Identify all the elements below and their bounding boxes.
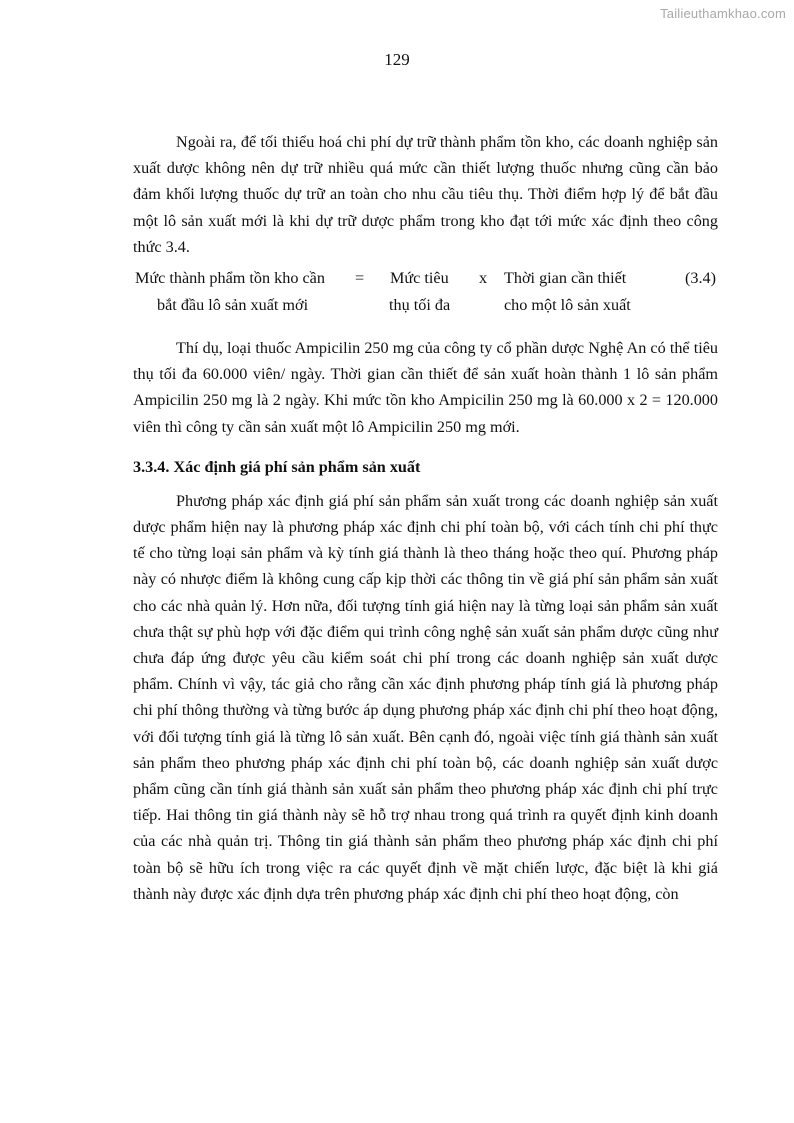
formula-term1-line1: Mức tiêu: [390, 269, 449, 288]
formula-lhs-line1: Mức thành phẩm tồn kho cần: [135, 269, 325, 288]
formula-term1-line2: thụ tối đa: [389, 296, 451, 315]
formula-times: x: [479, 269, 488, 288]
watermark-text: Tailieuthamkhao.com: [660, 6, 786, 21]
formula-term2-line2: cho một lô sản xuất: [504, 296, 631, 315]
formula-label: (3.4): [685, 269, 717, 288]
paragraph-ampicilin-example: Thí dụ, loại thuốc Ampicilin 250 mg của công ty cổ phần dược Nghệ An có thể tiêu thụ tối đa 60.000 viên/ ngày. Thời gian cần thiết để sản xuất hoàn thành 1 lô sản phẩm Ampicilin 250 mg là 2 ngày. Khi mức tồn kho Ampicilin 250 mg là 60.000 x 2 = 120.000 viên thì công ty cần sản xuất một lô Ampicilin 250 mg mới.: [133, 339, 718, 436]
section-heading: 3.3.4. Xác định giá phí sản phẩm sản xuất: [133, 457, 421, 476]
page-number: 129: [384, 50, 410, 69]
page-content: [133, 129, 718, 907]
formula-equals: =: [355, 269, 365, 288]
paragraph-costing-method: Phương pháp xác định giá phí sản phẩm sản xuất trong các doanh nghiệp sản xuất dược phẩm hiện nay là phương pháp xác định chi phí toàn bộ, với cách tính chi phí thực tế cho từng loại sản phẩm và kỳ tính giá thành là theo tháng hoặc theo quí. Phương pháp này có nhược điểm là không cung cấp kịp thời các thông tin về giá phí sản phẩm sản xuất cho các nhà quản lý. Hơn nữa, đối tượng tính giá hiện nay là từng loại sản phẩm sản xuất chưa thật sự phù hợp với đặc điểm qui trình công nghệ sản xuất sản phẩm dược cũng như chưa đáp ứng được yêu cầu kiểm soát chi phí trong các doanh nghiệp sản xuất dược phẩm. Chính vì vậy, tác giả cho rằng cần xác định phương pháp tính giá là phương pháp chi phí thông thường và từng bước áp dụng phương pháp xác định chi phí theo hoạt động, với đối tượng tính giá là từng lô sản xuất. Bên cạnh đó, ngoài việc tính giá thành sản xuất sản phẩm theo phương pháp xác định chi phí toàn bộ, các doanh nghiệp sản xuất dược phẩm cũng cần tính giá thành sản xuất sản phẩm theo phương pháp xác định chi phí trực tiếp. Hai thông tin giá thành này sẽ hỗ trợ nhau trong quá trình ra quyết định kinh doanh của các nhà quản trị. Thông tin giá thành sản phẩm theo phương pháp xác định chi phí toàn bộ sẽ hữu ích trong việc ra các quyết định về mặt chiến lược, đặc biệt là khi giá thành này được xác định dựa trên phương pháp xác định chi phí theo hoạt động, còn: [133, 491, 718, 903]
formula-term2-line1: Thời gian cần thiết: [504, 269, 627, 288]
paragraph-inventory-intro: Ngoài ra, để tối thiểu hoá chi phí dự trữ thành phẩm tồn kho, các doanh nghiệp sản xuất dược không nên dự trữ nhiều quá mức cần thiết lượng thuốc nhưng cũng cần bảo đảm khối lượng thuốc dự trữ an toàn cho nhu cầu tiêu thụ. Thời điểm hợp lý để bắt đầu một lô sản xuất mới là khi dự trữ dược phẩm trong kho đạt tới mức xác định theo công thức 3.4.: [133, 133, 718, 256]
formula-3-4: [133, 269, 718, 323]
formula-lhs-line2: bắt đầu lô sản xuất mới: [157, 296, 309, 315]
